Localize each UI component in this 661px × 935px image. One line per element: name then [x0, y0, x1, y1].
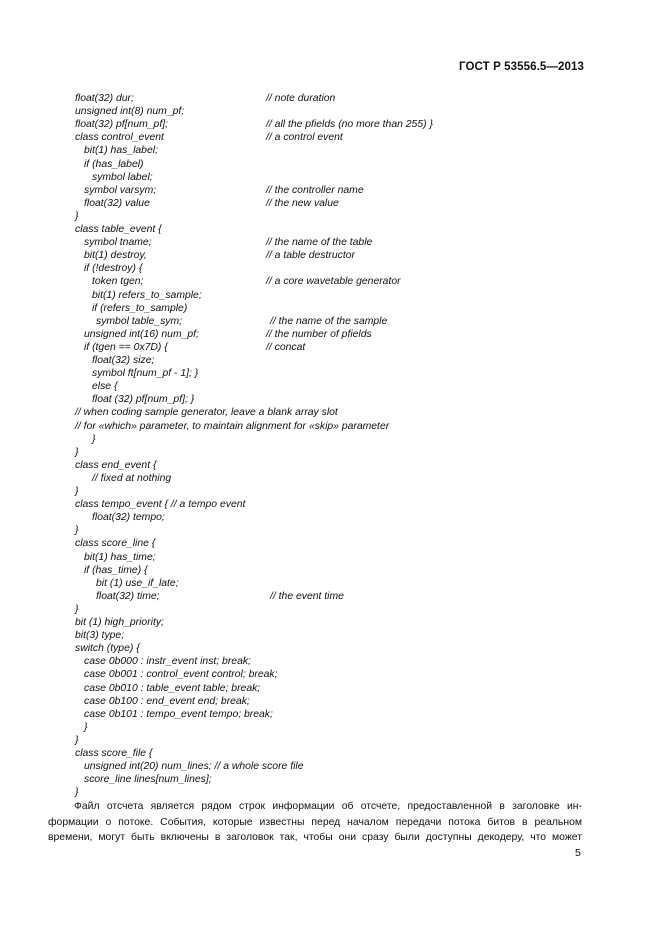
code-text: }	[75, 210, 79, 222]
code-text: token tgen;	[92, 276, 144, 288]
code-text: symbol label;	[92, 171, 153, 183]
code-text: if (has_time) {	[84, 564, 148, 576]
code-text: float(32) value	[84, 197, 150, 209]
code-text: symbol ft[num_pf - 1]; }	[92, 368, 199, 380]
code-text: bit (1) use_if_late;	[96, 577, 179, 589]
code-comment: // a table destructor	[266, 250, 355, 262]
code-comment: // the name of the sample	[270, 315, 388, 327]
code-text: case 0b000 : instr_event inst; break;	[84, 656, 251, 668]
code-text: case 0b010 : table_event table; break;	[84, 682, 261, 694]
code-text: class end_event {	[75, 459, 157, 471]
code-comment: // the controller name	[266, 184, 364, 196]
code-text: class table_event {	[75, 224, 162, 235]
code-comment: // note duration	[266, 93, 336, 104]
code-text: if (refers_to_sample)	[92, 302, 188, 314]
code-text: float (32) pf[num_pf]; }	[92, 394, 195, 406]
code-text: }	[75, 486, 79, 497]
code-comment: // the number of pfields	[266, 328, 372, 340]
code-text: class score_file {	[75, 748, 153, 759]
code-text: bit(3) type;	[75, 630, 125, 642]
code-text: bit(1) has_label;	[84, 145, 158, 157]
code-text: class tempo_event { // a tempo event	[75, 499, 246, 511]
code-text: score_line lines[num_lines];	[84, 774, 212, 786]
code-text: }	[92, 433, 96, 445]
code-text: // for «which» parameter, to maintain alignment for «skip» parameter	[75, 420, 390, 432]
code-comment: // a core wavetable generator	[266, 276, 401, 288]
code-text: // when coding sample generator, leave a blank array slot	[75, 407, 338, 419]
code-text: if (!destroy) {	[84, 263, 143, 275]
code-text: bit(1) has_time;	[84, 551, 156, 563]
code-text: case 0b001 : control_event control; break;	[84, 669, 278, 681]
code-text: symbol varsym;	[84, 184, 157, 196]
code-text: case 0b101 : tempo_event tempo; break;	[84, 708, 273, 720]
code-text: case 0b100 : end_event end; break;	[84, 695, 250, 707]
code-text: float(32) dur;	[75, 93, 134, 104]
code-text: symbol table_sym;	[96, 315, 183, 327]
code-text: }	[84, 721, 88, 733]
code-text: unsigned int(8) num_pf;	[75, 106, 185, 118]
code-text: float(32) size;	[92, 355, 155, 366]
code-text: float(32) time;	[96, 590, 160, 602]
page-number: 5	[575, 847, 581, 859]
code-text: if (tgen == 0x7D) {	[84, 341, 168, 353]
code-comment: // the new value	[266, 197, 339, 209]
code-text: }	[75, 603, 79, 615]
code-text: class control_event	[75, 132, 164, 144]
paragraph-line: Файл отсчета является рядом строк информации об отсчете, предоставленной в заголовке ин-	[74, 801, 582, 812]
code-text: bit(1) refers_to_sample;	[92, 289, 202, 301]
code-comment: // a control event	[266, 132, 343, 144]
code-comment: // the name of the table	[266, 237, 373, 249]
code-comment: // concat	[266, 341, 306, 353]
code-text: unsigned int(20) num_lines; // a whole score file	[84, 761, 304, 773]
code-text: float(32) tempo;	[92, 512, 165, 524]
code-text: else {	[92, 381, 118, 393]
code-text: unsigned int(16) num_pf;	[84, 328, 199, 340]
code-text: // fixed at nothing	[92, 472, 172, 484]
code-text: class score_line {	[75, 538, 156, 550]
code-text: }	[75, 734, 79, 746]
code-text: float(32) pf[num_pf];	[75, 119, 168, 131]
paragraph-line: времени, могут быть включены в заголовок так, чтобы они сразу были доступны декодеру, что может	[48, 832, 582, 843]
code-text: bit (1) high_priority;	[75, 617, 164, 628]
paragraph-line: формации о потоке. События, которые известны перед началом передачи потока битов в реальном	[48, 816, 582, 828]
code-comment: // the event time	[270, 590, 344, 602]
code-text: }	[75, 525, 79, 537]
code-text: switch (type) {	[75, 643, 140, 655]
code-text: }	[75, 446, 79, 458]
code-text: symbol tname;	[84, 237, 152, 249]
code-text: }	[75, 787, 79, 799]
code-text: bit(1) destroy,	[84, 250, 147, 262]
page-header: ГОСТ Р 53556.5—2013	[459, 61, 584, 73]
code-text: if (has_label)	[84, 158, 144, 170]
code-comment: // all the pfields (no more than 255) }	[266, 119, 433, 131]
body-paragraph	[48, 799, 582, 846]
